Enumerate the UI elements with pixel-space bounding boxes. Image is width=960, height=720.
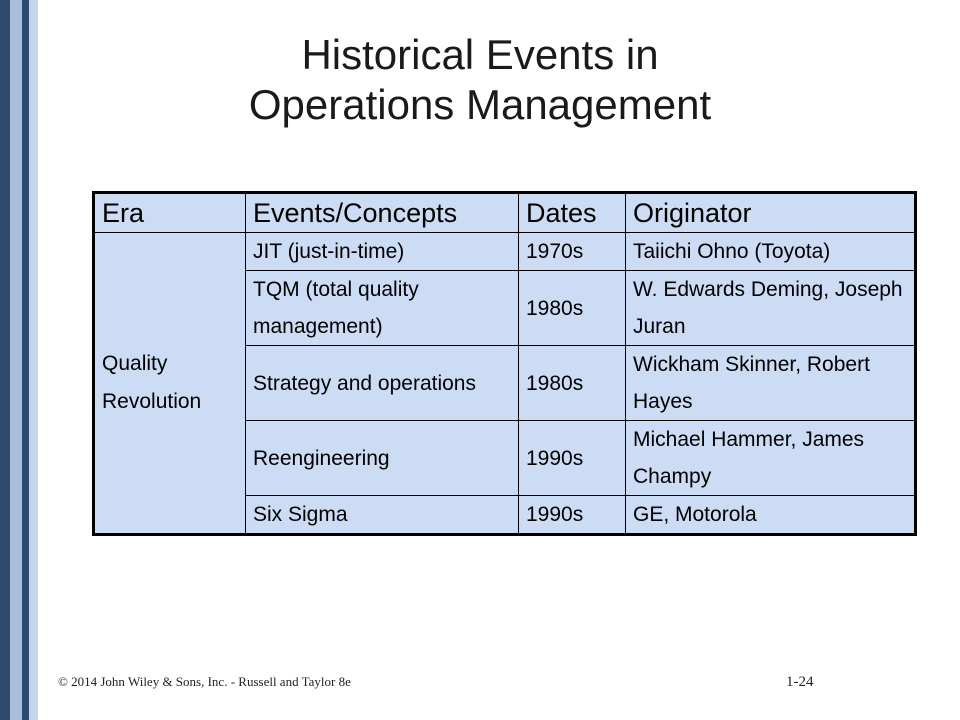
event-cell: TQM (total quality management)	[246, 271, 519, 346]
historical-events-table	[92, 191, 917, 536]
decor-stripe-dark-2	[22, 0, 29, 720]
originator-cell: GE, Motorola	[626, 496, 916, 535]
date-cell: 1980s	[519, 271, 626, 346]
era-line1: Quality	[102, 352, 168, 375]
decor-stripe-light	[10, 0, 22, 720]
decor-stripe-light-2	[29, 0, 38, 720]
header-era: Era	[94, 193, 246, 233]
table-header-row	[94, 193, 916, 233]
era-cell	[94, 233, 246, 535]
event-cell: Strategy and operations	[246, 346, 519, 421]
slide-title	[120, 30, 840, 130]
event-cell: Six Sigma	[246, 496, 519, 535]
header-events: Events/Concepts	[246, 193, 519, 233]
slide-title-line2: Operations Management	[248, 81, 712, 128]
decor-stripe-dark	[0, 0, 10, 720]
era-line2: Revolution	[102, 390, 202, 413]
date-cell: 1990s	[519, 421, 626, 496]
slide-title-line1: Historical Events in	[301, 31, 659, 78]
originator-cell: Wickham Skinner, Robert Hayes	[626, 346, 916, 421]
originator-cell: W. Edwards Deming, Joseph Juran	[626, 271, 916, 346]
header-dates: Dates	[519, 193, 626, 233]
table-row	[94, 233, 916, 271]
date-cell: 1990s	[519, 496, 626, 535]
event-cell: Reengineering	[246, 421, 519, 496]
originator-cell: Taiichi Ohno (Toyota)	[626, 233, 916, 271]
footer-page-number: 1-24	[786, 674, 814, 690]
event-cell: JIT (just-in-time)	[246, 233, 519, 271]
date-cell: 1980s	[519, 346, 626, 421]
header-originator: Originator	[626, 193, 916, 233]
date-cell: 1970s	[519, 233, 626, 271]
footer-copyright: © 2014 John Wiley & Sons, Inc. - Russell and Taylor 8e	[58, 674, 351, 689]
originator-cell: Michael Hammer, James Champy	[626, 421, 916, 496]
